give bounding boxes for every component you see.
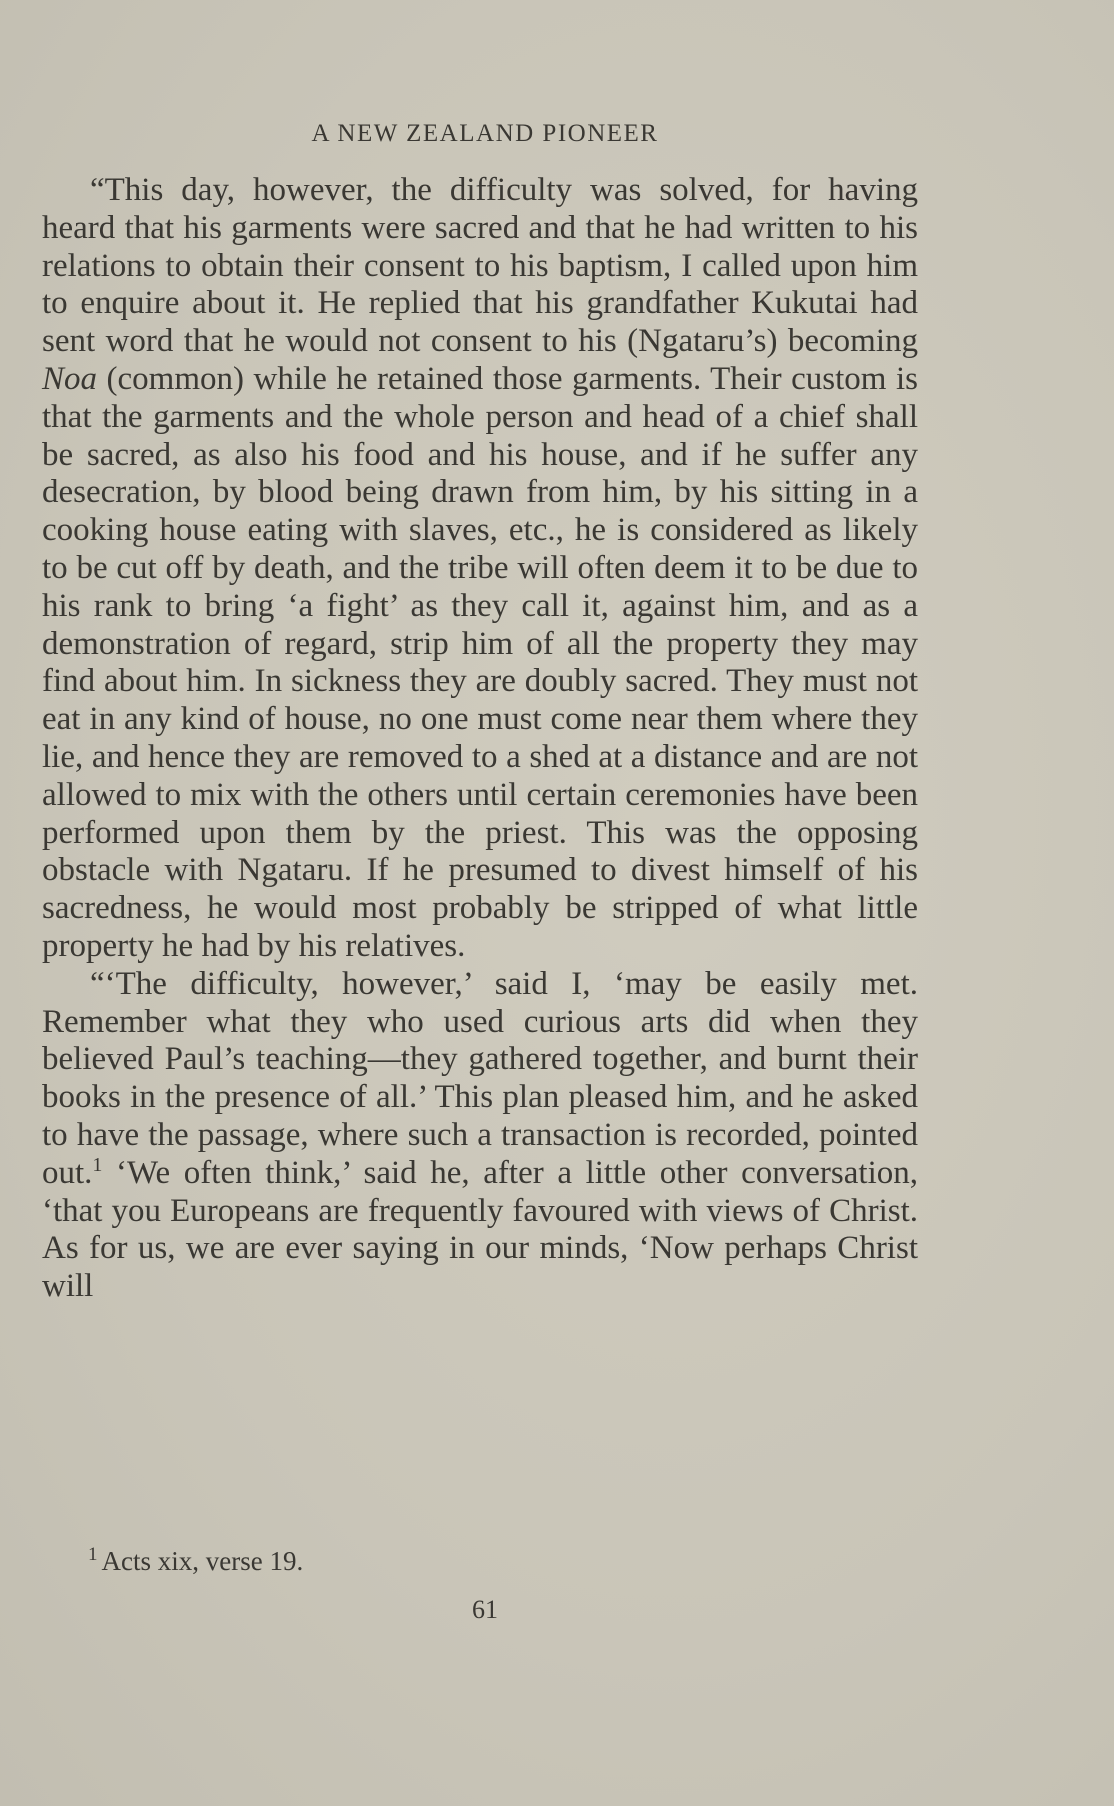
paragraph-2-text-b: ‘We often think,’ said he, after a little other conversation, ‘that you Europeans are frequently favoured with views of Christ. As for us, we are ever saying in our minds, ‘Now perhaps Christ will (42, 1154, 918, 1305)
footnote-text: Acts xix, verse 19. (101, 1546, 304, 1576)
body-text (42, 172, 918, 1306)
page-number: 61 (472, 1595, 498, 1624)
footnote-reference: 1 (92, 1153, 103, 1176)
paragraph-1-text-a: “This day, however, the difficulty was solved, for having heard that his garments were sacred and that he had written to his relations to obtain their consent to his baptism, I called upon him to enquire about it. He replied that his grandfather Kukutai had sent word that he would not consent to his (Ngataru’s) becoming (42, 172, 918, 360)
paragraph-2-text-a: “‘The difficulty, however,’ said I, ‘may be easily met. Remember what they who used curious arts did when they believed Paul’s teaching—they gathered together, and burnt their books in the presence of all.’ This plan pleased him, and he asked to have the passage, where such a transaction is recorded, pointed out. (42, 965, 918, 1191)
paragraph-2 (42, 966, 918, 1306)
paragraph-1 (42, 172, 918, 966)
footnote-mark: 1 (88, 1544, 98, 1565)
italic-term: Noa (42, 360, 98, 397)
paragraph-1-text-b: (common) while he retained those garments. Their custom is that the garments and the whole person and head of a chief shall be sacred, as also his food and his house, and if he suffer any desecration, by blood being drawn from him, by his sitting in a cooking house eating with slaves, etc., he is considered as likely to be cut off by death, and the tribe will often deem it to be due to his rank to bring ‘a fight’ as they call it, against him, and as a demonstration of regard, strip him of all the property they may find about him. In sickness they are doubly sacred. They must not eat in any kind of house, no one must come near them where they lie, and hence they are removed to a shed at a distance and are not allowed to mix with the others until certain ceremonies have been performed upon them by the priest. This was the opposing obstacle with Ngataru. If he presumed to divest himself of his sacredness, he would most probably be stripped of what little property he had by his relatives. (42, 360, 918, 964)
footnote (88, 1546, 303, 1577)
running-head: A NEW ZEALAND PIONEER (311, 120, 659, 147)
